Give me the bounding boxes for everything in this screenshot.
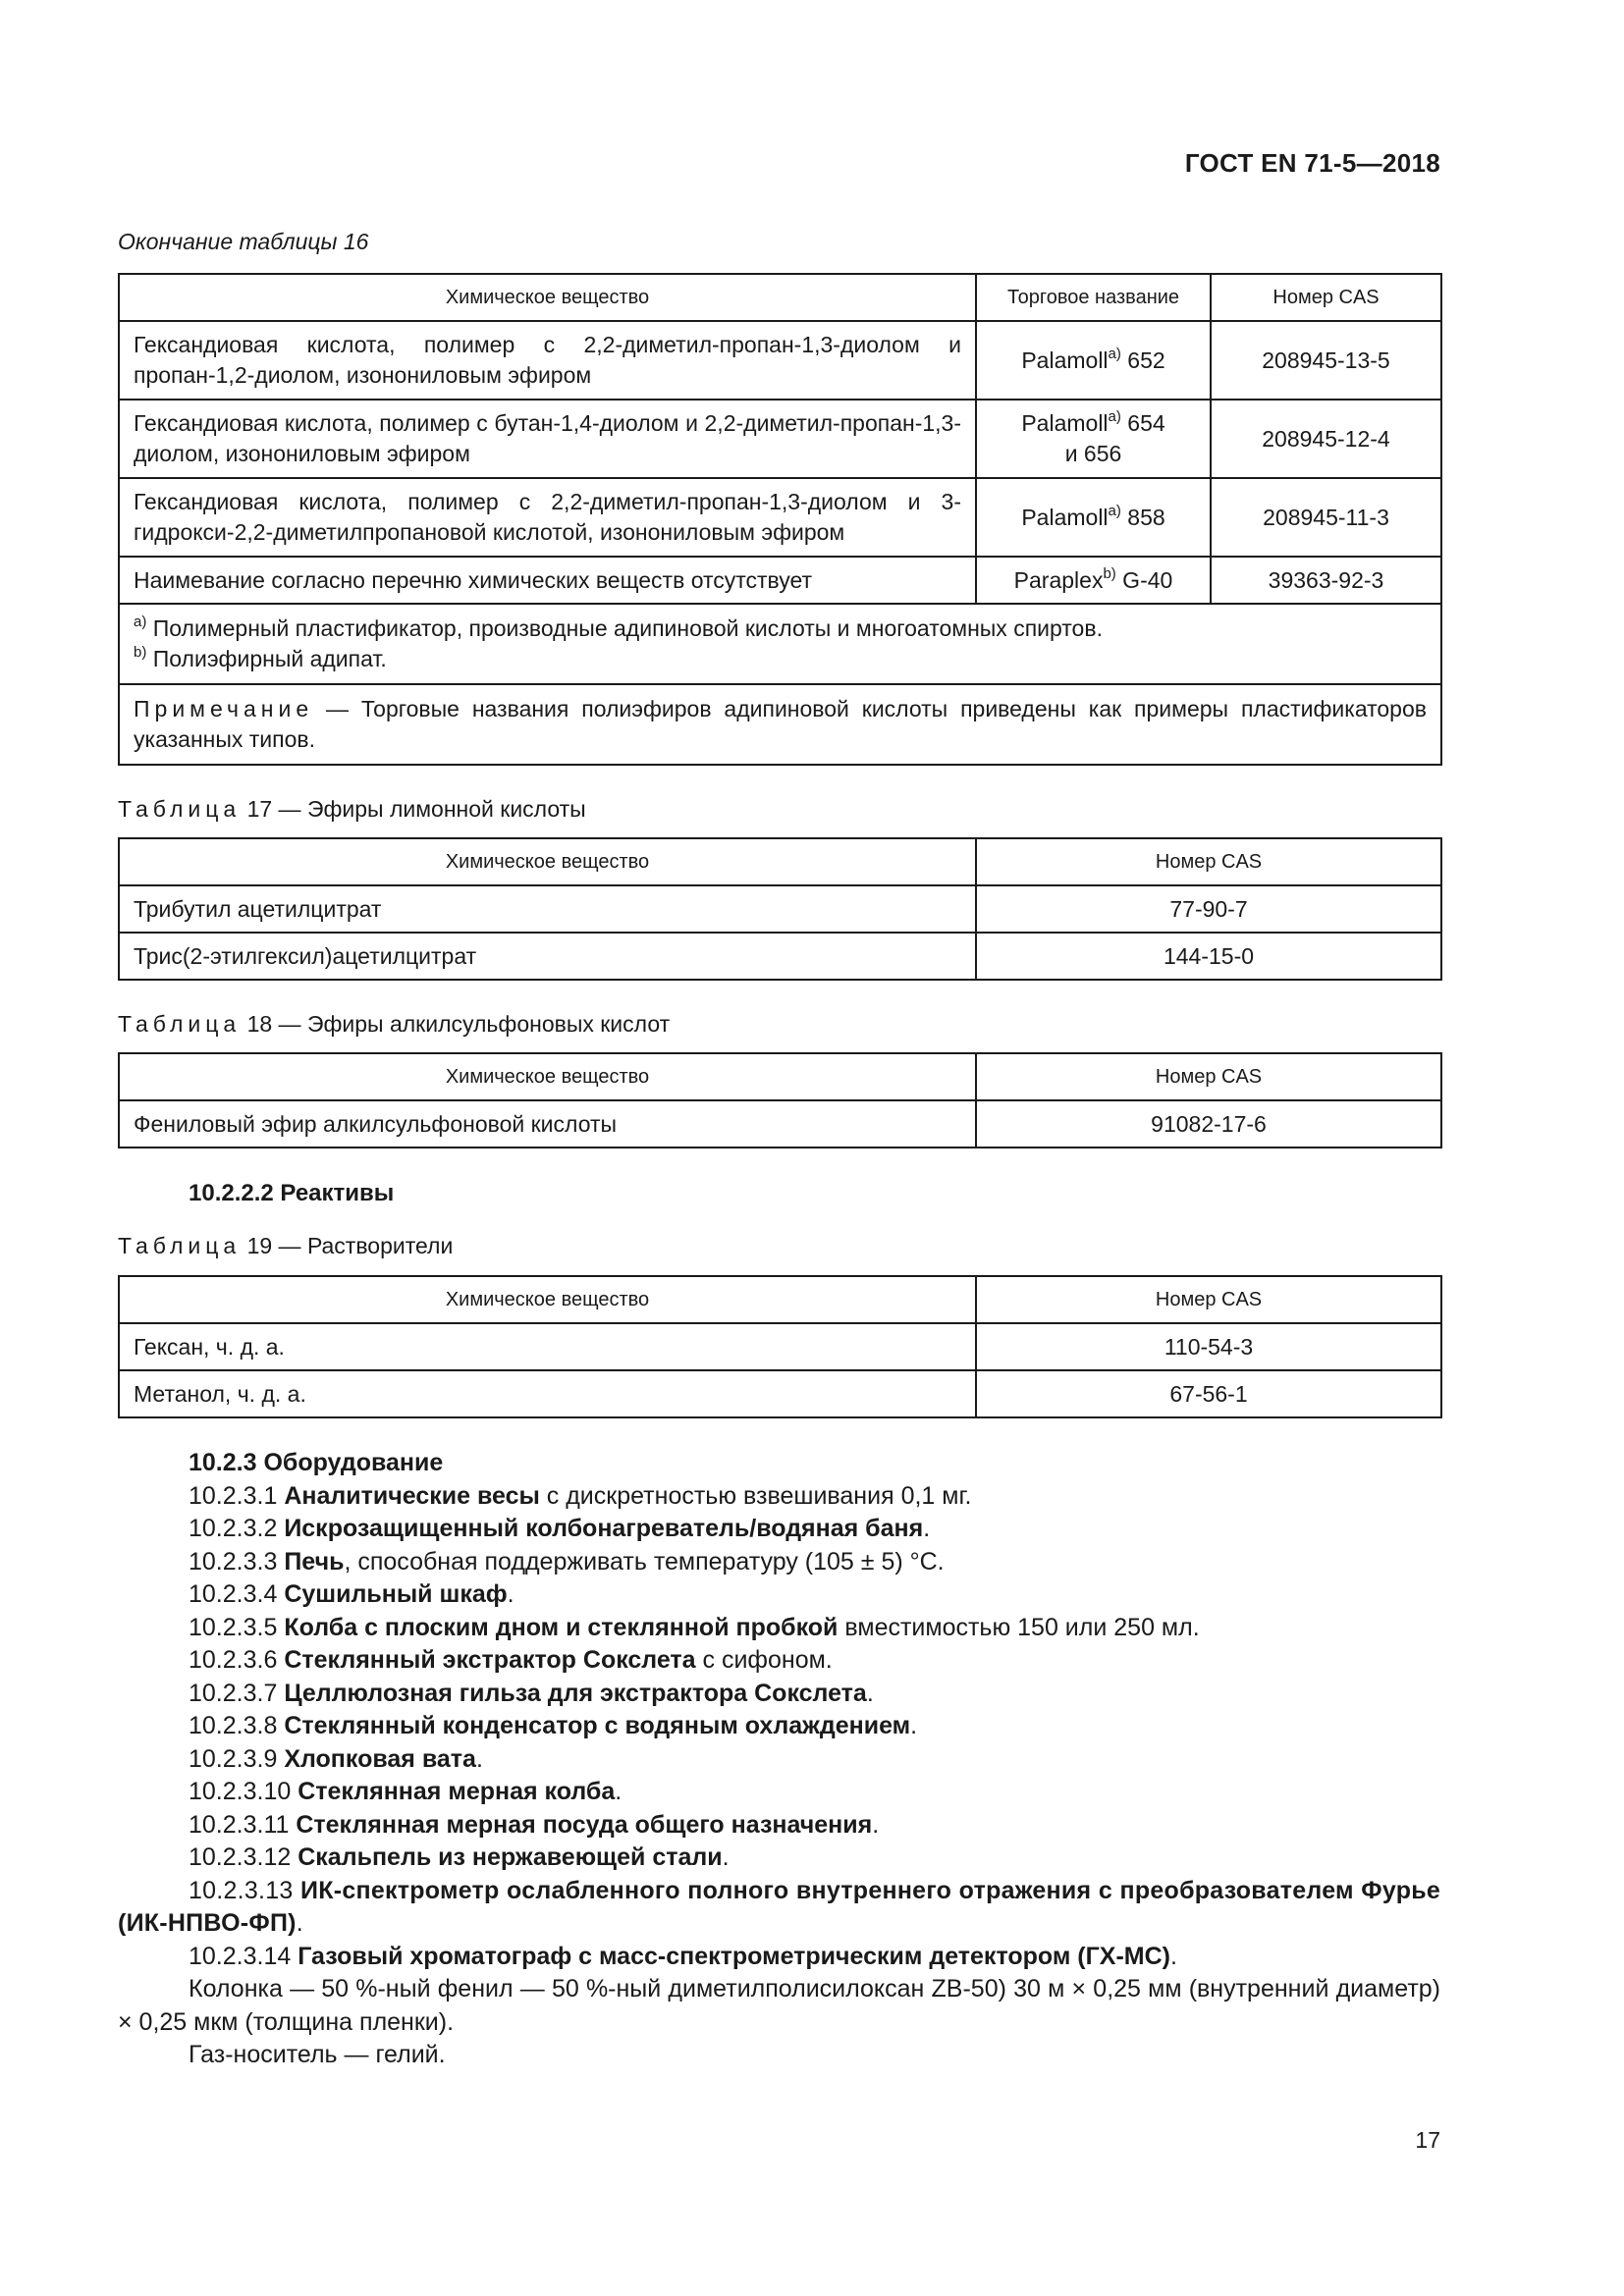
table-header-row [119,274,1441,321]
col-header-cas: Номер CAS [976,1276,1441,1323]
cas-cell: 77-90-7 [976,885,1441,933]
table17 [118,837,1442,981]
equipment-item: 10.2.3.5 Колба с плоским дном и стеклянной пробкой вместимостью 150 или 250 мл. [189,1613,1200,1641]
footnotes-row [119,604,1441,684]
page-number: 17 [1415,2127,1440,2153]
substance-cell: Наимевание согласно перечню химических веществ отсутствует [119,557,976,604]
trade-name-cell: Palamoll$^{a)}$ 654 и 656 [976,400,1211,478]
table18-caption: Таблица 18 — Эфиры алкилсульфоновых кислот [118,1011,671,1037]
table19 [118,1275,1442,1418]
col-header-substance: Химическое вещество [119,1276,976,1323]
col-header-cas: Номер CAS [976,838,1441,885]
col-header-substance: Химическое вещество [119,1053,976,1100]
footnote-ref: b) [1103,564,1116,582]
equipment-item: 10.2.3.11 Стеклянная мерная посуда общего назначения. [189,1810,880,1839]
cas-cell: 91082-17-6 [976,1100,1441,1148]
cas-cell: 67-56-1 [976,1370,1441,1417]
substance-cell: Трибутил ацетилцитрат [119,885,976,933]
col-header-substance: Химическое вещество [119,838,976,885]
equipment-item: 10.2.3.13 ИК-спектрометр ослабленного полного внутреннего отражения с преобразователем Фурье (ИК-НПВО-ФП). [118,1876,1440,1937]
table-row [119,933,1441,980]
equipment-item: 10.2.3.10 Стеклянная мерная колба. [189,1778,623,1805]
trade-name-cell: Palamoll$^{a)}$ 858 [976,478,1211,557]
footnote-b: $^{b)}$ Полиэфирный адипат. [134,644,387,671]
col-header-cas: Номер CAS [1211,274,1441,321]
col-header-cas: Номер CAS [976,1053,1441,1100]
equipment-item: 10.2.3.1 Аналитические весы с дискретностью взвешивания 0,1 мг. [189,1481,972,1510]
table-row [119,400,1441,478]
substance-cell: Метанол, ч. д. а. [119,1370,976,1417]
note-text: — Торговые названия полиэфиров адипиновой кислоты приведены как примеры пластификаторов указанных типов. [134,696,1427,752]
section-equipment-heading: 10.2.3 Оборудование [189,1449,444,1476]
cas-cell: 110-54-3 [976,1323,1441,1370]
table-header-row [119,1276,1441,1323]
table-row [119,478,1441,557]
equipment-item: 10.2.3.14 Газовый хроматограф с масс-спектрометрическим детектором (ГХ-МС). [189,1942,1177,1970]
substance-cell: Гександиовая кислота, полимер с 2,2-диметил-пропан-1,3-диолом и пропан-1,2-диолом, изонониловым эфиром [119,321,976,400]
table-row [119,1323,1441,1370]
cas-cell: 208945-12-4 [1211,400,1441,478]
footnote-ref: a) [1108,345,1121,362]
section-reagents-heading: 10.2.2.2 Реактивы [189,1180,395,1206]
column-description: Колонка — 50 %-ный фенил — 50 %-ный диметилполисилоксан ZB-50) 30 м × 0,25 мм (внутренний диаметр) × 0,25 мкм (толщина пленки). [118,1975,1440,2036]
table-row [119,1100,1441,1148]
cas-cell: 39363-92-3 [1211,557,1441,604]
equipment-item: 10.2.3.2 Искрозащищенный колбонагреватель/водяная баня. [189,1515,931,1542]
equipment-item: 10.2.3.7 Целлюлозная гильза для экстрактора Сокслета. [189,1679,874,1707]
table19-caption: Таблица 19 — Растворители [118,1233,454,1258]
trade-name-cell: Palamoll$^{a)}$ 652 [976,321,1211,400]
carrier-gas: Газ-носитель — гелий. [189,2041,446,2068]
document-code-header: ГОСТ EN 71-5—2018 [1184,148,1440,178]
equipment-section [118,1447,1440,2072]
table-row [119,321,1441,400]
equipment-item: 10.2.3.6 Стеклянный экстрактор Сокслета с сифоном. [189,1646,833,1674]
cas-cell: 208945-13-5 [1211,321,1441,400]
equipment-item: 10.2.3.4 Сушильный шкаф. [189,1580,514,1608]
footnotes-cell [119,604,1441,684]
table-header-row [119,1053,1441,1100]
substance-cell: Гексан, ч. д. а. [119,1323,976,1370]
cas-cell: 208945-11-3 [1211,478,1441,557]
table-row [119,557,1441,604]
substance-cell: Трис(2-этилгексил)ацетилцитрат [119,933,976,980]
substance-cell: Гександиовая кислота, полимер с 2,2-диметил-пропан-1,3-диолом и 3-гидрокси-2,2-диметилпропановой кислотой, изонониловым эфиром [119,478,976,557]
cas-cell: 144-15-0 [976,933,1441,980]
table16-caption: Окончание таблицы 16 [118,229,369,254]
table-row [119,885,1441,933]
equipment-item: 10.2.3.12 Скальпель из нержавеющей стали. [189,1843,730,1871]
table-row [119,1370,1441,1417]
equipment-item: 10.2.3.9 Хлопковая вата. [189,1744,483,1773]
equipment-item: 10.2.3.8 Стеклянный конденсатор с водяным охлаждением. [189,1712,918,1739]
table17-caption: Таблица 17 — Эфиры лимонной кислоты [118,796,586,822]
note-label: Примечание [134,696,314,721]
table-header-row [119,838,1441,885]
table18 [118,1052,1442,1148]
trade-name-cell: Paraplex$^{b)}$ G-40 [976,557,1211,604]
note-cell [119,684,1441,765]
col-header-trade-name: Торговое название [976,274,1211,321]
equipment-item: 10.2.3.3 Печь, способная поддерживать температуру (105 ± 5) °С. [189,1547,945,1575]
substance-cell: Гександиовая кислота, полимер с бутан-1,4-диолом и 2,2-диметил-пропан-1,3-диолом, изонониловым эфиром [119,400,976,478]
substance-cell: Фениловый эфир алкилсульфоновой кислоты [119,1100,976,1148]
footnote-ref: a) [1108,502,1121,519]
footnote-a: $^{a)}$ Полимерный пластификатор, производные адипиновой кислоты и многоатомных спиртов. [134,614,1103,641]
table16 [118,273,1442,766]
footnote-ref: a) [1108,408,1121,426]
col-header-substance: Химическое вещество [119,274,976,321]
note-row [119,684,1441,765]
